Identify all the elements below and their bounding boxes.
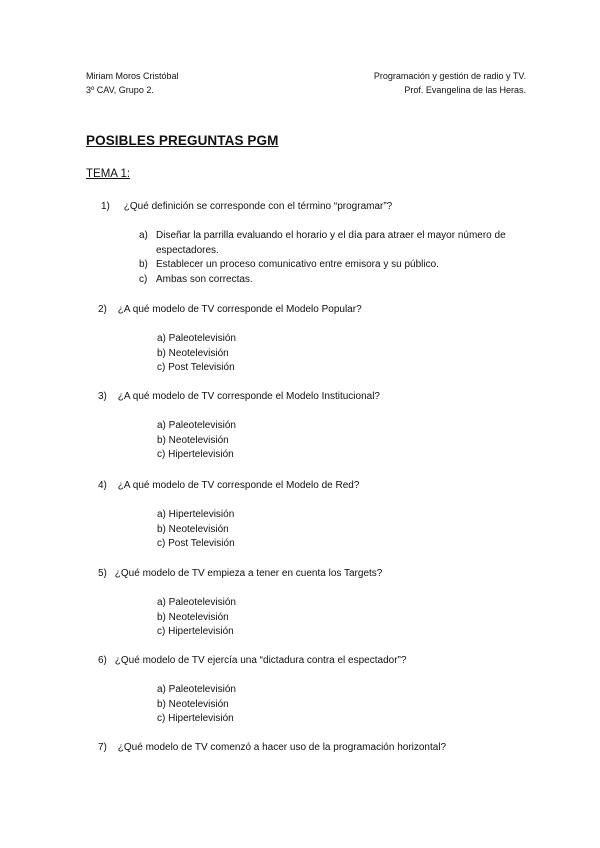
question-2-options xyxy=(157,332,236,376)
question-number: 5) xyxy=(98,568,107,579)
question-number: 2) xyxy=(98,304,107,315)
option-item: b) Neotelevisión xyxy=(157,698,229,710)
option-item: c) Post Televisión xyxy=(157,362,235,374)
question-7 xyxy=(98,741,446,755)
question-text: ¿Qué modelo de TV ejercía una “dictadura contra el espectador”? xyxy=(114,655,407,666)
question-number: 7) xyxy=(98,742,107,753)
question-2 xyxy=(98,303,362,317)
option-letter: c) xyxy=(139,273,148,285)
question-4 xyxy=(98,479,359,493)
question-5-options xyxy=(157,596,236,640)
question-3 xyxy=(98,390,380,404)
question-number: 1) xyxy=(101,201,110,212)
section-heading: TEMA 1: xyxy=(86,168,131,180)
question-3-options xyxy=(157,419,236,463)
author-name: Miriam Moros Cristóbal xyxy=(86,71,179,81)
option-text: Diseñar la parrilla evaluando el horario y el día para atraer el mayor número de espectadores. xyxy=(156,230,506,256)
question-1-options xyxy=(139,229,516,287)
option-letter: a) xyxy=(139,230,148,241)
option-item: b) Neotelevisión xyxy=(157,434,229,446)
option-item xyxy=(139,273,516,288)
question-number: 4) xyxy=(98,480,107,491)
question-text: ¿A qué modelo de TV corresponde el Modelo Popular? xyxy=(117,304,362,315)
option-text: Ambas son correctas. xyxy=(156,273,253,285)
document-title: POSIBLES PREGUNTAS PGM xyxy=(86,133,279,148)
option-item: c) Post Televisión xyxy=(157,538,235,550)
professor-name: Prof. Evangelina de las Heras. xyxy=(404,85,526,95)
option-text: Establecer un proceso comunicativo entre emisora y su público. xyxy=(156,259,439,271)
question-number: 3) xyxy=(98,391,107,402)
question-text: ¿Qué definición se corresponde con el término “programar”? xyxy=(123,201,393,212)
question-text: ¿Qué modelo de TV empieza a tener en cuenta los Targets? xyxy=(114,568,383,579)
question-text: ¿A qué modelo de TV corresponde el Modelo de Red? xyxy=(117,480,360,491)
option-item: c) Hipertelevisión xyxy=(157,713,234,725)
group-info: 3º CAV, Grupo 2. xyxy=(86,85,154,95)
option-item: b) Neotelevisión xyxy=(157,611,229,623)
option-item: a) Hipertelevisión xyxy=(157,509,235,520)
question-4-options xyxy=(157,508,235,552)
header-left xyxy=(86,69,179,97)
option-item: a) Paleotelevisión xyxy=(157,684,236,695)
question-1 xyxy=(101,200,392,214)
question-text: ¿Qué modelo de TV comenzó a hacer uso de la programación horizontal? xyxy=(117,742,447,753)
option-item: a) Paleotelevisión xyxy=(157,420,236,431)
question-5 xyxy=(98,567,382,581)
question-6-options xyxy=(157,683,236,727)
question-6 xyxy=(98,654,406,668)
option-item: a) Paleotelevisión xyxy=(157,597,236,608)
option-item xyxy=(139,258,516,273)
question-text: ¿A qué modelo de TV corresponde el Modelo Institucional? xyxy=(117,391,380,402)
option-letter: b) xyxy=(139,259,148,271)
option-item xyxy=(139,229,516,258)
course-name: Programación y gestión de radio y TV. xyxy=(373,71,526,81)
option-item: b) Neotelevisión xyxy=(157,523,229,535)
option-item: b) Neotelevisión xyxy=(157,347,229,359)
option-item: c) Hipertelevisión xyxy=(157,449,234,461)
option-item: c) Hipertelevisión xyxy=(157,626,234,638)
option-item: a) Paleotelevisión xyxy=(157,333,236,344)
question-number: 6) xyxy=(98,655,107,666)
header-right xyxy=(374,69,526,97)
